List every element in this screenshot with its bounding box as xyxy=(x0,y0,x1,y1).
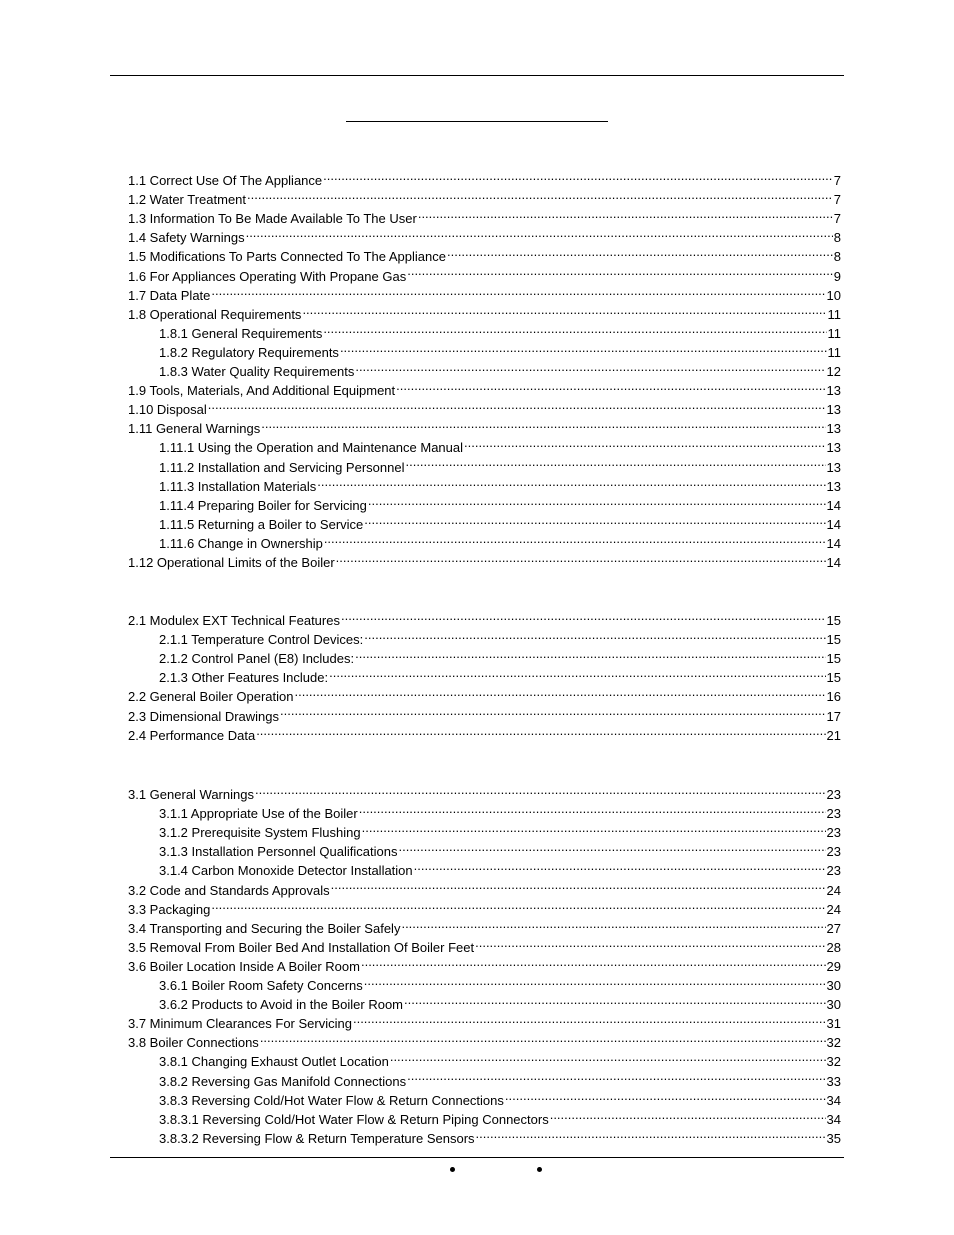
toc-dot-leader xyxy=(414,856,826,875)
toc-entry-page: 16 xyxy=(826,689,841,705)
toc-entry-page: 28 xyxy=(826,939,841,955)
toc-entry[interactable] xyxy=(128,185,841,208)
toc-entry-label: 1.11.3 Installation Materials xyxy=(159,478,317,494)
toc-entry-label: 1.8 Operational Requirements xyxy=(128,306,302,322)
toc-entry-page: 13 xyxy=(826,440,841,456)
toc-entry[interactable] xyxy=(128,510,841,532)
toc-dot-leader xyxy=(447,242,833,261)
toc-dot-leader xyxy=(476,1124,826,1143)
toc-dot-leader xyxy=(464,433,826,452)
toc-entry-page: 11 xyxy=(827,325,841,341)
toc-dot-leader xyxy=(323,319,826,338)
toc-dot-leader xyxy=(355,357,825,376)
toc-entry[interactable] xyxy=(128,933,841,955)
toc-entry[interactable] xyxy=(128,433,841,456)
toc-dot-leader xyxy=(505,1086,826,1105)
toc-dot-leader xyxy=(405,452,825,471)
toc-entry-page: 27 xyxy=(826,920,841,936)
toc-entry[interactable] xyxy=(128,721,841,743)
footer-bullet xyxy=(537,1167,542,1172)
toc-entry-label: 3.8.3 Reversing Cold/Hot Water Flow & Return Connections xyxy=(159,1092,504,1108)
toc-entry-label: 3.6.1 Boiler Room Safety Concerns xyxy=(159,978,363,994)
toc-dot-leader xyxy=(255,780,826,799)
toc-dot-leader xyxy=(246,223,833,242)
toc-dot-leader xyxy=(323,166,833,185)
toc-entry-label: 3.6 Boiler Location Inside A Boiler Room xyxy=(128,958,360,974)
toc-entry-label: 1.6 For Appliances Operating With Propane Gas xyxy=(128,268,407,284)
toc-entry-page: 7 xyxy=(833,173,841,189)
toc-entry-label: 1.2 Water Treatment xyxy=(128,192,247,208)
toc-section-2 xyxy=(128,606,841,743)
toc-entry-page: 13 xyxy=(826,421,841,437)
toc-entry[interactable] xyxy=(128,261,841,284)
toc-entry[interactable] xyxy=(128,837,841,860)
toc-entry-label: 3.8.1 Changing Exhaust Outlet Location xyxy=(159,1054,389,1070)
toc-entry[interactable] xyxy=(128,281,841,303)
toc-entry[interactable] xyxy=(128,166,841,189)
title-underline xyxy=(346,121,608,122)
toc-entry-label: 1.11.1 Using the Operation and Maintenance Manual xyxy=(159,440,464,456)
toc-entry-label: 3.5 Removal From Boiler Bed And Installation Of Boiler Feet xyxy=(128,939,475,955)
toc-entry-page: 13 xyxy=(826,402,841,418)
toc-entry-label: 2.4 Performance Data xyxy=(128,727,256,743)
toc-dot-leader xyxy=(302,300,826,319)
toc-dot-leader xyxy=(418,204,833,223)
toc-entry-label: 3.3 Packaging xyxy=(128,901,211,917)
toc-entry[interactable] xyxy=(128,204,841,227)
toc-dot-leader xyxy=(280,701,826,720)
toc-entry-page: 14 xyxy=(826,554,841,570)
toc-entry[interactable] xyxy=(128,472,841,494)
toc-entry-page: 34 xyxy=(826,1111,841,1127)
toc-dot-leader xyxy=(407,1066,825,1085)
toc-entry[interactable] xyxy=(128,663,841,686)
toc-entry-label: 3.6.2 Products to Avoid in the Boiler Room xyxy=(159,997,404,1013)
toc-entry-label: 3.7 Minimum Clearances For Servicing xyxy=(128,1016,352,1032)
toc-entry[interactable] xyxy=(128,300,841,322)
toc-entry-label: 3.8.2 Reversing Gas Manifold Connections xyxy=(159,1073,407,1089)
toc-entry-label: 3.1.3 Installation Personnel Qualifications xyxy=(159,844,398,860)
toc-dot-leader xyxy=(364,971,826,990)
toc-entry-page: 21 xyxy=(826,727,841,743)
toc-entry-page: 9 xyxy=(833,268,841,284)
toc-entry-label: 3.4 Transporting and Securing the Boiler Safely xyxy=(128,920,401,936)
toc-entry[interactable] xyxy=(128,875,841,898)
toc-entry[interactable] xyxy=(128,491,841,513)
toc-entry-page: 34 xyxy=(826,1092,841,1108)
toc-entry-page: 15 xyxy=(826,632,841,648)
toc-entry-page: 31 xyxy=(826,1016,841,1032)
toc-dot-leader xyxy=(294,682,825,701)
toc-entry-label: 3.1 General Warnings xyxy=(128,787,254,803)
toc-entry-page: 32 xyxy=(826,1054,841,1070)
toc-entry[interactable] xyxy=(128,1047,841,1070)
toc-entry-label: 1.4 Safety Warnings xyxy=(128,230,245,246)
toc-entry-page: 24 xyxy=(826,882,841,898)
toc-dot-leader xyxy=(324,529,826,548)
toc-entry-page: 32 xyxy=(826,1035,841,1051)
toc-entry-page: 29 xyxy=(826,958,841,974)
toc-dot-leader xyxy=(398,837,825,856)
toc-entry-label: 1.11 General Warnings xyxy=(128,421,261,437)
toc-entry-label: 1.12 Operational Limits of the Boiler xyxy=(128,554,335,570)
toc-entry-label: 1.10 Disposal xyxy=(128,402,207,418)
toc-entry-page: 12 xyxy=(826,364,841,380)
toc-dot-leader xyxy=(336,548,826,567)
toc-dot-leader xyxy=(211,281,825,300)
toc-section-1 xyxy=(128,166,841,570)
toc-entry[interactable] xyxy=(128,952,841,974)
toc-entry-label: 1.5 Modifications To Parts Connected To The Appliance xyxy=(128,249,446,265)
toc-entry-page: 13 xyxy=(826,459,841,475)
toc-entry[interactable] xyxy=(128,914,841,936)
toc-entry-label: 3.2 Code and Standards Approvals xyxy=(128,882,330,898)
toc-dot-leader xyxy=(362,818,826,837)
toc-entry[interactable] xyxy=(128,682,841,705)
toc-entry-page: 23 xyxy=(826,844,841,860)
toc-entry-label: 3.8.3.1 Reversing Cold/Hot Water Flow & Return Piping Connectors xyxy=(159,1111,549,1127)
toc-entry-page: 13 xyxy=(826,478,841,494)
toc-entry-page: 14 xyxy=(826,497,841,513)
toc-entry[interactable] xyxy=(128,223,841,246)
toc-entry[interactable] xyxy=(128,971,841,994)
toc-entry-label: 1.8.1 General Requirements xyxy=(159,325,323,341)
toc-dot-leader xyxy=(396,376,825,395)
toc-dot-leader xyxy=(475,933,825,952)
toc-entry[interactable] xyxy=(128,414,841,437)
toc-entry[interactable] xyxy=(128,452,841,475)
toc-dot-leader xyxy=(361,952,826,971)
toc-dot-leader xyxy=(401,914,825,933)
toc-entry[interactable] xyxy=(128,1124,841,1146)
toc-dot-leader xyxy=(211,895,825,914)
toc-entry-label: 2.1.2 Control Panel (E8) Includes: xyxy=(159,651,355,667)
toc-entry-page: 30 xyxy=(826,997,841,1013)
toc-entry-label: 2.3 Dimensional Drawings xyxy=(128,708,280,724)
toc-entry-page: 10 xyxy=(826,287,841,303)
toc-entry-page: 17 xyxy=(826,708,841,724)
toc-entry[interactable] xyxy=(128,548,841,570)
toc-entry-page: 13 xyxy=(826,383,841,399)
toc-dot-leader xyxy=(368,491,826,510)
toc-section-3 xyxy=(128,780,841,1146)
toc-entry[interactable] xyxy=(128,701,841,724)
toc-entry[interactable] xyxy=(128,529,841,551)
toc-entry-page: 11 xyxy=(827,306,841,322)
header-rule xyxy=(110,75,844,76)
toc-dot-leader xyxy=(340,338,827,357)
toc-entry-label: 1.11.5 Returning a Boiler to Service xyxy=(159,516,364,532)
toc-entry[interactable] xyxy=(128,780,841,803)
toc-entry-label: 3.1.2 Prerequisite System Flushing xyxy=(159,825,361,841)
toc-entry-label: 1.8.2 Regulatory Requirements xyxy=(159,344,339,360)
toc-entry-label: 2.2 General Boiler Operation xyxy=(128,689,294,705)
toc-entry-label: 1.3 Information To Be Made Available To The User xyxy=(128,211,417,227)
toc-dot-leader xyxy=(256,721,825,740)
toc-entry-page: 15 xyxy=(826,651,841,667)
toc-dot-leader xyxy=(260,1028,826,1047)
toc-entry-label: 3.8 Boiler Connections xyxy=(128,1035,259,1051)
toc-entry[interactable] xyxy=(128,395,841,418)
toc-entry-label: 1.11.2 Installation and Servicing Personnel xyxy=(159,459,405,475)
toc-entry-page: 14 xyxy=(826,535,841,551)
toc-entry-label: 1.9 Tools, Materials, And Additional Equipment xyxy=(128,383,396,399)
toc-entry-page: 23 xyxy=(826,863,841,879)
toc-entry-page: 14 xyxy=(826,516,841,532)
toc-entry[interactable] xyxy=(128,338,841,360)
toc-entry-label: 2.1.3 Other Features Include: xyxy=(159,670,329,686)
toc-entry-page: 15 xyxy=(826,670,841,686)
toc-entry-page: 23 xyxy=(826,787,841,803)
toc-entry-label: 2.1.1 Temperature Control Devices: xyxy=(159,632,364,648)
toc-entry[interactable] xyxy=(128,990,841,1013)
toc-dot-leader xyxy=(261,414,825,433)
toc-entry-page: 11 xyxy=(827,344,841,360)
toc-entry[interactable] xyxy=(128,644,841,667)
toc-entry-page: 33 xyxy=(826,1073,841,1089)
toc-dot-leader xyxy=(404,990,826,1009)
toc-entry[interactable] xyxy=(128,856,841,879)
toc-dot-leader xyxy=(364,510,825,529)
toc-entry-page: 15 xyxy=(826,613,841,629)
toc-dot-leader xyxy=(364,625,825,644)
toc-dot-leader xyxy=(331,875,826,894)
toc-entry-label: 1.7 Data Plate xyxy=(128,287,211,303)
toc-entry[interactable] xyxy=(128,376,841,399)
toc-entry[interactable] xyxy=(128,895,841,917)
toc-entry-page: 30 xyxy=(826,978,841,994)
toc-dot-leader xyxy=(550,1105,826,1124)
toc-entry-label: 1.8.3 Water Quality Requirements xyxy=(159,364,355,380)
toc-entry-page: 24 xyxy=(826,901,841,917)
toc-entry[interactable] xyxy=(128,606,841,629)
toc-entry-label: 2.1 Modulex EXT Technical Features xyxy=(128,613,340,629)
toc-dot-leader xyxy=(329,663,825,682)
toc-dot-leader xyxy=(247,185,833,204)
toc-entry[interactable] xyxy=(128,1086,841,1108)
toc-dot-leader xyxy=(317,472,825,491)
toc-entry-page: 7 xyxy=(833,192,841,208)
toc-entry[interactable] xyxy=(128,799,841,822)
toc-entry[interactable] xyxy=(128,1028,841,1051)
toc-entry[interactable] xyxy=(128,1066,841,1089)
toc-entry-page: 35 xyxy=(826,1130,841,1146)
toc-entry[interactable] xyxy=(128,625,841,648)
toc-entry-label: 3.8.3.2 Reversing Flow & Return Temperature Sensors xyxy=(159,1130,475,1146)
toc-entry-page: 23 xyxy=(826,825,841,841)
toc-dot-leader xyxy=(208,395,826,414)
footer-rule xyxy=(110,1157,844,1158)
toc-entry[interactable] xyxy=(128,1009,841,1032)
toc-entry-label: 1.11.6 Change in Ownership xyxy=(159,535,323,551)
toc-entry[interactable] xyxy=(128,319,841,341)
toc-dot-leader xyxy=(407,261,833,280)
toc-dot-leader xyxy=(353,1009,826,1028)
toc-dot-leader xyxy=(359,799,826,818)
toc-entry-label: 1.1 Correct Use Of The Appliance xyxy=(128,173,323,189)
toc-entry-label: 1.11.4 Preparing Boiler for Servicing xyxy=(159,497,367,513)
toc-entry[interactable] xyxy=(128,357,841,380)
toc-entry-page: 7 xyxy=(833,211,841,227)
toc-dot-leader xyxy=(390,1047,826,1066)
toc-entry[interactable] xyxy=(128,242,841,265)
toc-entry-page: 23 xyxy=(826,806,841,822)
toc-entry[interactable] xyxy=(128,818,841,841)
toc-dot-leader xyxy=(341,606,826,625)
footer-bullet xyxy=(450,1167,455,1172)
toc-entry[interactable] xyxy=(128,1105,841,1127)
toc-entry-label: 3.1.1 Appropriate Use of the Boiler xyxy=(159,806,358,822)
toc-dot-leader xyxy=(355,644,825,663)
toc-entry-page: 8 xyxy=(833,230,841,246)
toc-entry-page: 8 xyxy=(833,249,841,265)
toc-entry-label: 3.1.4 Carbon Monoxide Detector Installation xyxy=(159,863,413,879)
